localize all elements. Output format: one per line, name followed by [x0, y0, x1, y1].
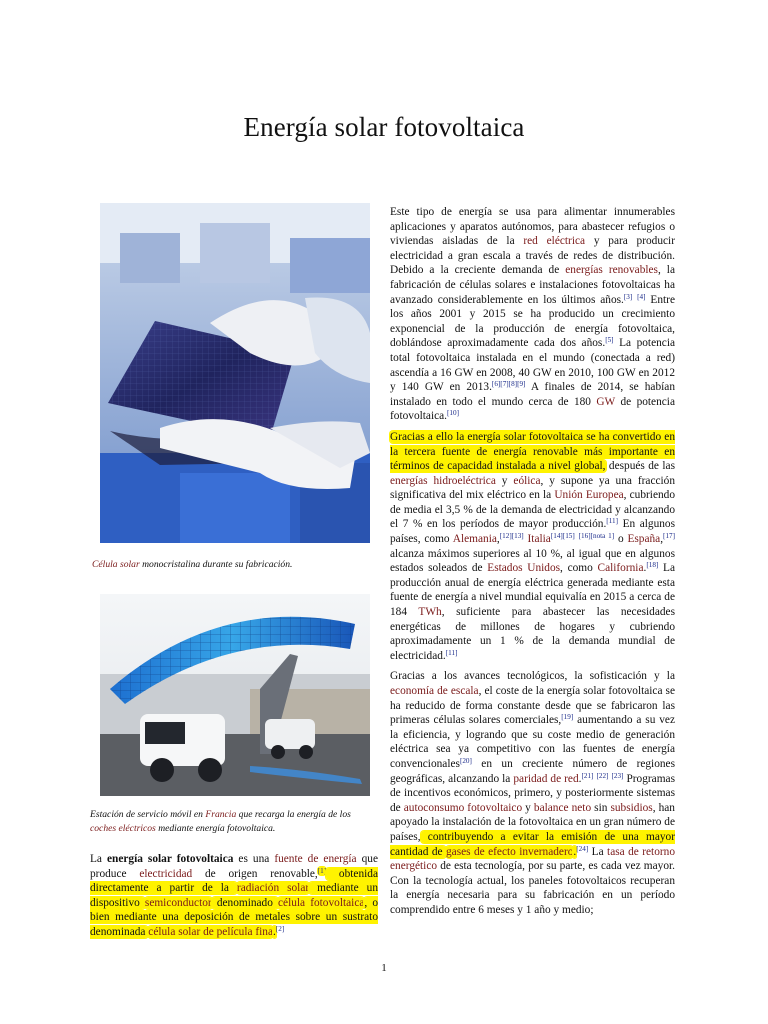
- caption-link-solar-cell[interactable]: Célula solar: [92, 559, 140, 570]
- ref-11[interactable]: [11]: [606, 517, 619, 526]
- link-electricity[interactable]: electricidad: [139, 867, 193, 880]
- link-photovoltaic-cell[interactable]: célula fotovoltaica: [278, 896, 365, 909]
- link-greenhouse-gases[interactable]: gases de efecto invernadero: [445, 845, 574, 858]
- paragraph-2: Gracias a ello la energía solar fotovoltaica se ha convertido en la tercera fuente de energía renovable más importante en términos de capacidad instalada a nivel global, después de las energías hidroeléctrica y eólica, y supone ya una fracción significativa del mix eléctrico en la Unión Europea, cubriendo de media el 3,5 % de la demanda de electricidad y alcanzando el 7 % en los períodos de mayor producción.[11] En algunos países, como Alemania,[12][13] Italia[14][15] [16][nota 1] o España,[17] alcanza máximos superiores al 10 %, al igual que en algunos estados soleados de Estados Unidos, como California.[18] La producción anual de energía eléctrica generada mediante esta fuente de energía a nivel mundial equivalía en 2015 a cerca de 184 TWh, suficiente para abastecer las necesidades energéticas de millones de hogares y cubriendo aproximadamente un 1 % de la demanda mundial de electricidad.[11]: [390, 430, 676, 662]
- link-thin-film-cell[interactable]: célula solar de película fina: [148, 925, 274, 938]
- ref-21[interactable]: [21]: [581, 771, 594, 780]
- link-spain[interactable]: España: [627, 533, 661, 546]
- ref-19[interactable]: [19]: [561, 713, 574, 722]
- bold-term: energía solar fotovoltaica: [107, 853, 234, 865]
- link-twh[interactable]: TWh: [418, 606, 442, 619]
- link-hydroelectric[interactable]: energías hidroeléctrica: [390, 474, 496, 487]
- ref-17[interactable]: [17]: [663, 532, 676, 541]
- link-california[interactable]: California: [597, 562, 644, 575]
- ref-20[interactable]: [20]: [459, 756, 472, 765]
- ref-14-15[interactable]: [14][15]: [550, 532, 575, 541]
- link-grid-parity[interactable]: paridad de red: [513, 772, 579, 785]
- solar-cell-photo: [100, 203, 370, 543]
- ref-4[interactable]: [4]: [637, 292, 646, 301]
- ref-24[interactable]: [24]: [576, 844, 589, 853]
- link-solar-radiation[interactable]: radiación solar: [236, 882, 310, 895]
- ref-3[interactable]: [3]: [623, 292, 633, 301]
- link-wind[interactable]: eólica: [513, 474, 541, 487]
- ref-6-9[interactable]: [6][7][8][9]: [491, 380, 526, 389]
- ref-23[interactable]: [23]: [611, 771, 624, 780]
- right-column: [390, 205, 675, 918]
- link-net-metering[interactable]: balance neto: [533, 801, 592, 814]
- link-renewable-energy[interactable]: energías renovables: [565, 264, 658, 277]
- page-number: 1: [381, 962, 387, 974]
- link-gw[interactable]: GW: [596, 395, 616, 408]
- link-energy-return[interactable]: tasa de retorno energético: [390, 845, 675, 873]
- ref-5[interactable]: [5]: [605, 336, 614, 345]
- link-subsidies[interactable]: subsidios: [610, 801, 653, 814]
- figure-caption-2: Estación de servicio móvil en Francia que recarga la energía de los coches eléctricos mediante energía fotovoltaica.: [90, 809, 351, 834]
- paragraph-1: Este tipo de energía se usa para alimentar innumerables aplicaciones y aparatos autónomos, para abastecer refugios o viviendas aisladas de la red eléctrica y para producir electricidad a gran escala a través de redes de distribución. Debido a la creciente demanda de energías renovables, la fabricación de células solares e instalaciones fotovoltaicas ha avanzado considerablemente en los últimos años.[3] [4] Entre los años 2001 y 2015 se ha producido un crecimiento exponencial de la producción de energía fotovoltaica, doblándose aproximadamente cada dos años.[5] La potencia total fotovoltaica instalada en el mundo (conectada a red) ascendía a 16 GW en 2008, 40 GW en 2010, 100 GW en 2012 y 140 GW en 2013.[6][7][8][9] A finales de 2014, se habían instalado en todo el mundo cerca de 180 GW de potencia fotovoltaica.[10]: [390, 206, 676, 423]
- link-european-union[interactable]: Unión Europea: [554, 489, 624, 502]
- page-title: Energía solar fotovoltaica: [243, 112, 525, 142]
- ref-10[interactable]: [10]: [447, 409, 459, 418]
- ref-22[interactable]: [22]: [596, 771, 609, 780]
- link-semiconductor[interactable]: semiconductor: [144, 896, 212, 909]
- paragraph-3: Gracias a los avances tecnológicos, la sofisticación y la economía de escala, el coste de la energía solar fotovoltaica se ha reducido de forma constante desde que se fabricaron las primeras células solares comerciales,[19] aumentando a su vez la eficiencia, y logrando que su coste medio de generación eléctrica sea ya competitivo con las fuentes de energía convencionales[20] en un creciente número de regiones geográficas, alcanzando la paridad de red.[21] [22] [23] Programas de incentivos económicos, primero, y posteriormente sistemas de autoconsumo fotovoltaico y balance neto sin subsidios, han apoyado la instalación de la fotovoltaica en un gran número de países, contribuyendo a evitar la emisión de una mayor cantidad de gases de efecto invernadero.[24] La tasa de retorno energético de esta tecnología, por su parte, es cada vez mayor. Con la tecnología actual, los paneles fotovoltaicos recuperan la energía necesaria para su fabricación en un período comprendido entre 6 meses y 1 año y medio;: [390, 670, 675, 916]
- link-self-consumption[interactable]: autoconsumo fotovoltaico: [403, 801, 523, 814]
- ref-2[interactable]: [2]: [275, 924, 285, 933]
- ref-12-13[interactable]: [12][13]: [499, 532, 524, 541]
- ref-1[interactable]: [1]: [317, 866, 327, 875]
- solar-station-photo: [100, 594, 370, 796]
- link-energy-source[interactable]: fuente de energía: [274, 853, 357, 865]
- link-power-grid[interactable]: red eléctrica: [523, 235, 586, 248]
- figure-caption-1: Célula solar monocristalina durante su fabricación.: [92, 559, 293, 570]
- caption-link-electric-cars[interactable]: coches eléctricos: [90, 823, 156, 834]
- intro-paragraph: La energía solar fotovoltaica es una fuente de energía que produce electricidad de origen renovable,[1] obtenida directamente a partir de la radiación solar mediante un dispositivo semiconductor denominado célula fotovoltaica, o bien mediante una deposición de metales sobre un sustrato denominada célula solar de película fina.[2]: [90, 853, 379, 938]
- ref-16-note1[interactable]: [16][nota 1]: [578, 532, 615, 541]
- ref-18[interactable]: [18]: [646, 561, 659, 570]
- link-economy-of-scale[interactable]: economía de escala: [390, 685, 479, 697]
- link-italy[interactable]: Italia: [527, 533, 551, 546]
- link-united-states[interactable]: Estados Unidos: [487, 562, 561, 575]
- caption-link-france[interactable]: Francia: [205, 809, 237, 820]
- ref-11b[interactable]: [11]: [445, 648, 458, 657]
- link-germany[interactable]: Alemania: [452, 533, 497, 546]
